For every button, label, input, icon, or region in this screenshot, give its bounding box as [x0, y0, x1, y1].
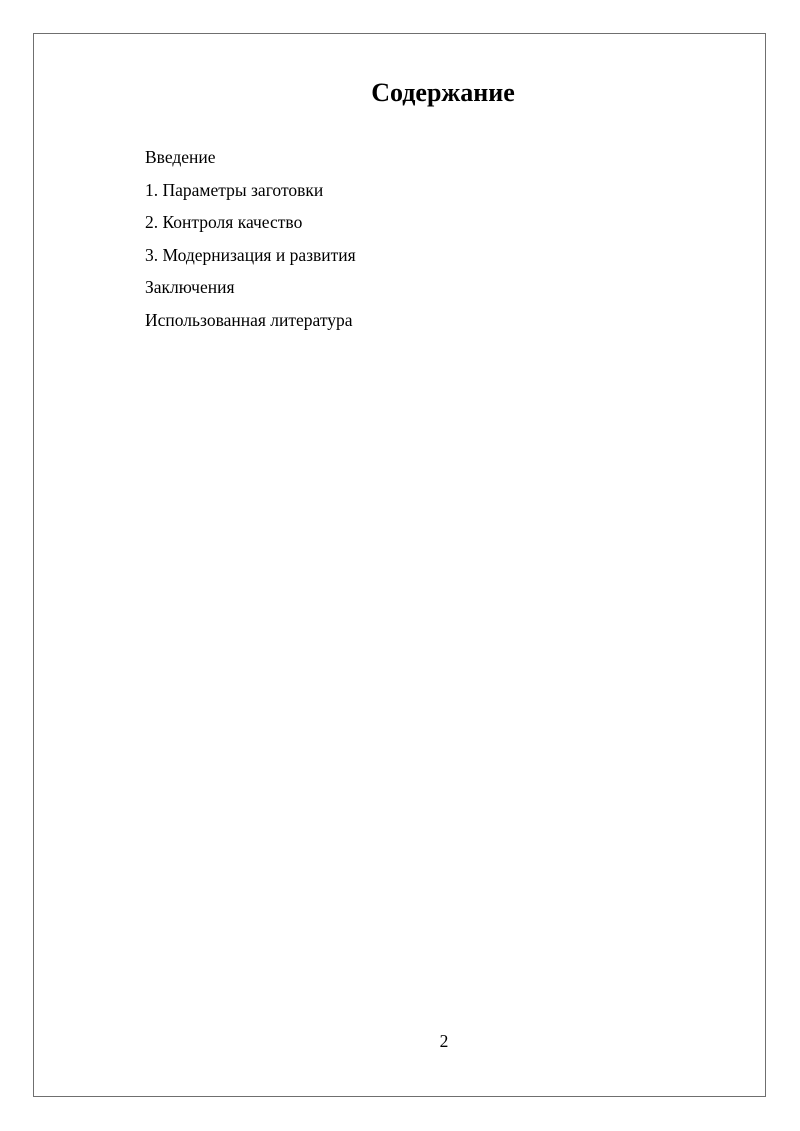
toc-item-section-2: 2. Контроля качество	[145, 212, 303, 233]
toc-item-references: Использованная литература	[145, 309, 353, 330]
toc-item-introduction: Введение	[145, 147, 216, 167]
page-number: 2	[439, 1031, 449, 1051]
table-of-contents	[145, 146, 356, 342]
toc-item-section-3: 3. Модернизация и развития	[145, 244, 356, 265]
document-title: Содержание	[371, 78, 515, 107]
toc-item-section-1: 1. Параметры заготовки	[145, 179, 324, 200]
page-frame	[33, 33, 766, 1097]
toc-item-conclusion: Заключения	[145, 277, 235, 298]
